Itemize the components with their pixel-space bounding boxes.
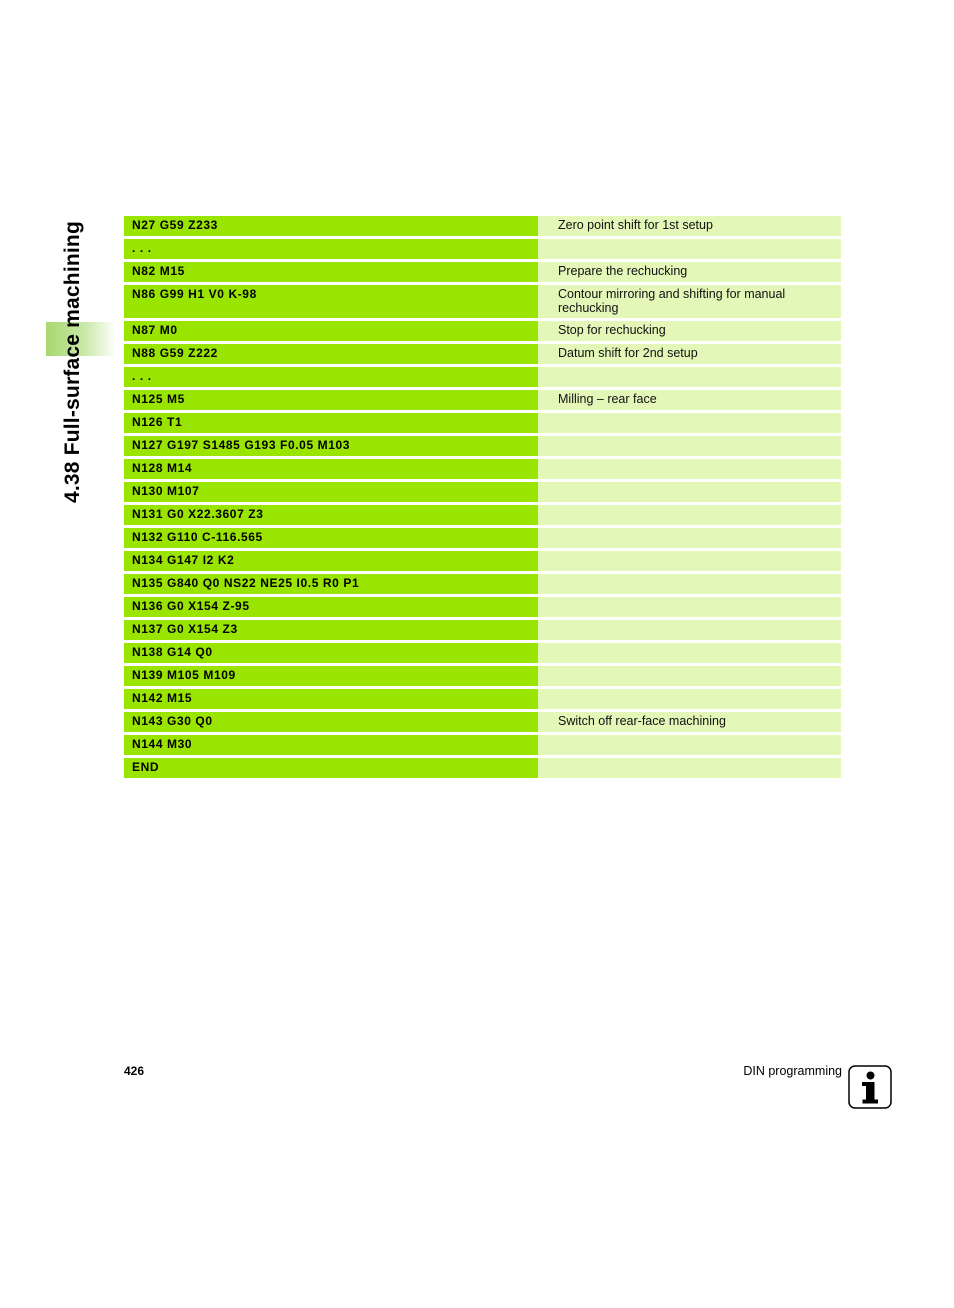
nc-block-code: N87 M0	[124, 321, 538, 344]
nc-block-code: N132 G110 C-116.565	[124, 528, 538, 551]
nc-block-description: Stop for rechucking	[538, 321, 841, 344]
nc-block-code: N138 G14 Q0	[124, 643, 538, 666]
nc-block-description	[538, 643, 841, 666]
program-row	[124, 239, 841, 262]
program-row	[124, 390, 841, 413]
nc-block-code: N134 G147 I2 K2	[124, 551, 538, 574]
nc-block-code: N130 M107	[124, 482, 538, 505]
nc-block-code: N82 M15	[124, 262, 538, 285]
program-row	[124, 505, 841, 528]
nc-block-code: N135 G840 Q0 NS22 NE25 I0.5 R0 P1	[124, 574, 538, 597]
nc-block-description	[538, 758, 841, 778]
program-row	[124, 436, 841, 459]
program-row	[124, 620, 841, 643]
program-row	[124, 216, 841, 239]
nc-block-code: N88 G59 Z222	[124, 344, 538, 367]
program-row	[124, 758, 841, 778]
nc-block-description: Datum shift for 2nd setup	[538, 344, 841, 367]
nc-block-code: N125 M5	[124, 390, 538, 413]
nc-block-description	[538, 551, 841, 574]
program-row	[124, 482, 841, 505]
nc-block-code: . . .	[124, 367, 538, 390]
program-row	[124, 459, 841, 482]
section-name: DIN programming	[743, 1064, 842, 1078]
program-row	[124, 735, 841, 758]
nc-block-code: N136 G0 X154 Z-95	[124, 597, 538, 620]
nc-block-description: Zero point shift for 1st setup	[538, 216, 841, 239]
nc-block-description: Switch off rear-face machining	[538, 712, 841, 735]
program-row	[124, 321, 841, 344]
program-row	[124, 344, 841, 367]
program-row	[124, 528, 841, 551]
program-row	[124, 574, 841, 597]
nc-block-description: Contour mirroring and shifting for manual rechucking	[538, 285, 841, 321]
nc-block-description	[538, 689, 841, 712]
nc-block-description	[538, 528, 841, 551]
nc-block-code: N27 G59 Z233	[124, 216, 538, 239]
nc-block-code: N144 M30	[124, 735, 538, 758]
program-row	[124, 367, 841, 390]
program-row	[124, 712, 841, 735]
nc-program-table	[124, 216, 841, 778]
program-row	[124, 413, 841, 436]
nc-block-description	[538, 436, 841, 459]
nc-block-code: N86 G99 H1 V0 K-98	[124, 285, 538, 321]
nc-block-description	[538, 482, 841, 505]
nc-program-rows	[124, 216, 841, 778]
program-row	[124, 689, 841, 712]
program-row	[124, 666, 841, 689]
nc-block-description	[538, 735, 841, 758]
info-icon	[848, 1065, 892, 1109]
nc-block-description	[538, 574, 841, 597]
nc-block-description	[538, 505, 841, 528]
nc-block-description	[538, 239, 841, 262]
nc-block-description	[538, 666, 841, 689]
page-number: 426	[124, 1064, 145, 1078]
program-row	[124, 643, 841, 666]
nc-block-code: N137 G0 X154 Z3	[124, 620, 538, 643]
program-row	[124, 597, 841, 620]
nc-block-description	[538, 459, 841, 482]
nc-block-description: Prepare the rechucking	[538, 262, 841, 285]
nc-block-code: N131 G0 X22.3607 Z3	[124, 505, 538, 528]
nc-block-code: N128 M14	[124, 459, 538, 482]
nc-block-code: N142 M15	[124, 689, 538, 712]
nc-block-description	[538, 597, 841, 620]
program-row	[124, 551, 841, 574]
nc-block-description	[538, 620, 841, 643]
chapter-title-text: 4.38 Full-surface machining	[61, 221, 84, 503]
nc-block-description	[538, 413, 841, 436]
nc-block-code: END	[124, 758, 538, 778]
nc-block-code: . . .	[124, 239, 538, 262]
program-row	[124, 285, 841, 321]
nc-block-code: N139 M105 M109	[124, 666, 538, 689]
nc-block-code: N127 G197 S1485 G193 F0.05 M103	[124, 436, 538, 459]
nc-block-description	[538, 367, 841, 390]
nc-block-code: N126 T1	[124, 413, 538, 436]
nc-block-description: Milling – rear face	[538, 390, 841, 413]
program-row	[124, 262, 841, 285]
nc-block-code: N143 G30 Q0	[124, 712, 538, 735]
